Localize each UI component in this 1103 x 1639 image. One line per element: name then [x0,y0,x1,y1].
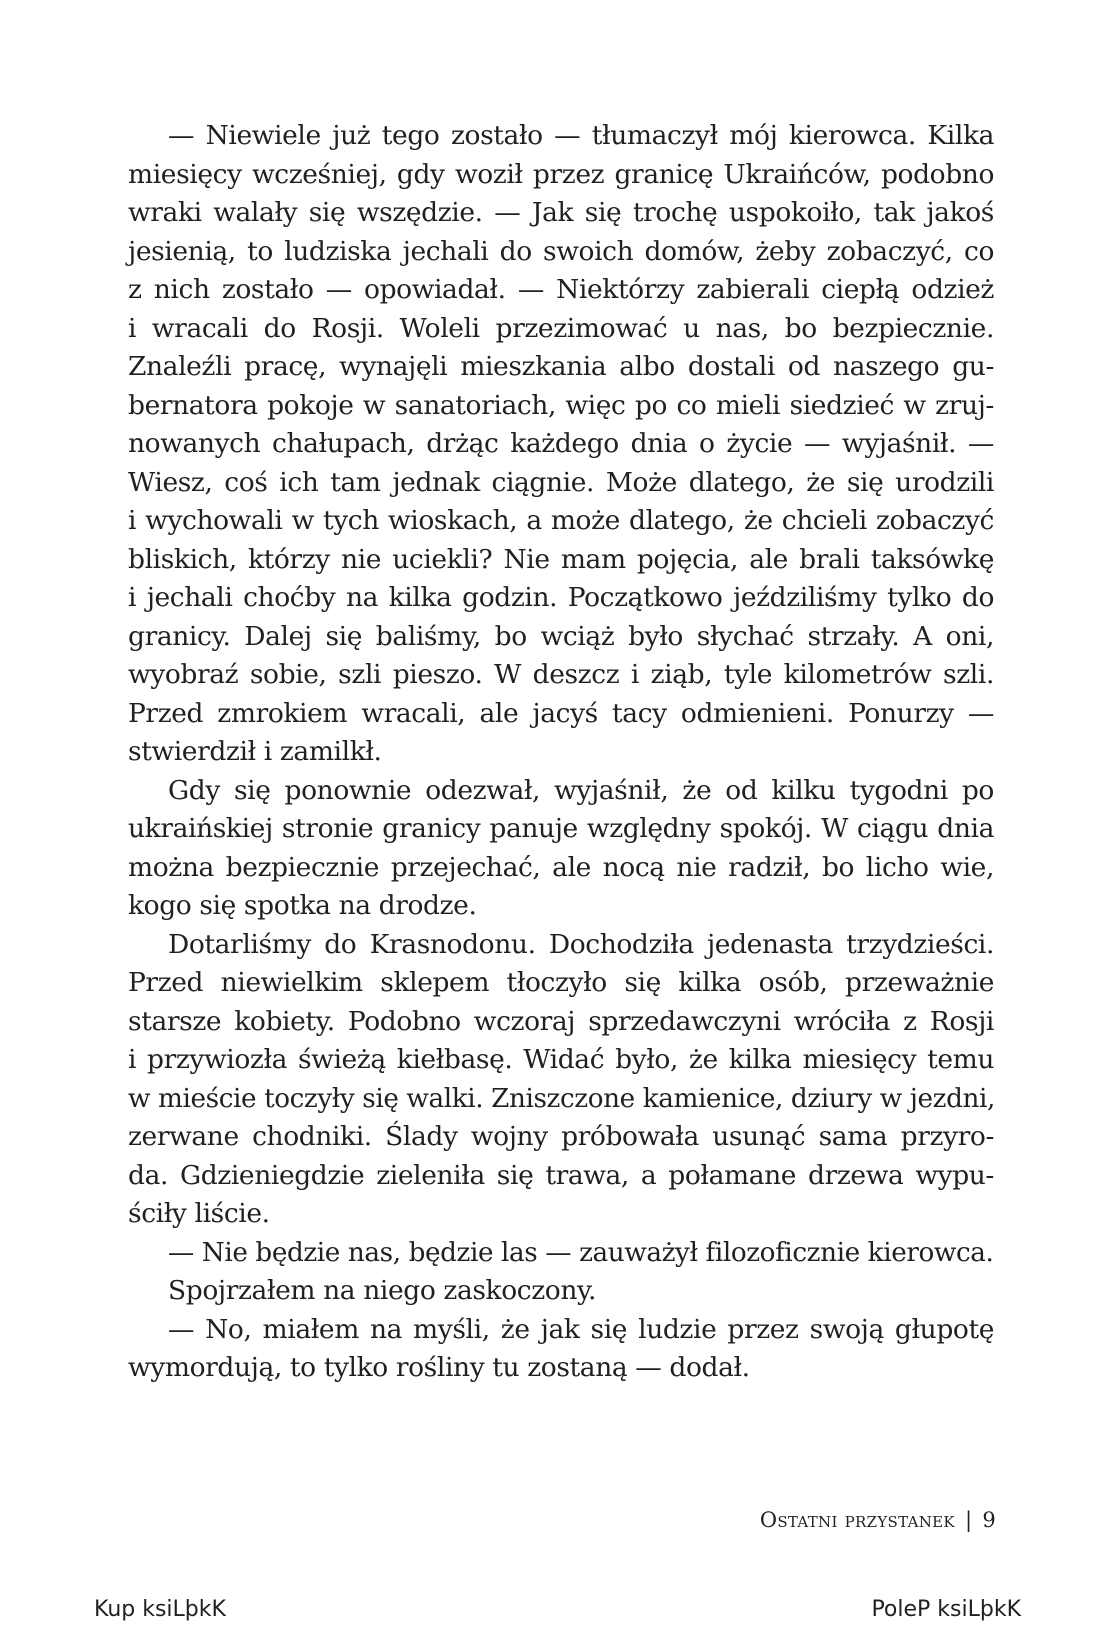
text-line: starsze kobiety. Podobno wczoraj sprzedawczyni wróciła z Rosji [128,1005,994,1037]
text-line: i jechali choćby na kilka godzin. Początkowo jeździliśmy tylko do [128,582,994,613]
recommend-book-link[interactable]: PoleP ksiLþkK [871,1597,1021,1622]
text-line: bliskich, którzy nie uciekli? Nie mam pojęcia, ale brali taksówkę [128,543,994,575]
text-line: jesienią, to ludziska jechali do swoich domów, żeby zobaczyć, co [128,235,994,267]
text-line: i przywiozła świeżą kiełbasę. Widać było, że kilka miesięcy temu [128,1044,994,1075]
text-line: da. Gdzieniegdzie zieleniła się trawa, a połamane drzewa wypu- [128,1159,994,1191]
text-line: Dotarliśmy do Krasnodonu. Dochodziła jedenasta trzydzieści. [168,928,994,960]
body-text [128,117,994,1388]
text-line: kogo się spotka na drodze. [128,890,477,921]
text-line: nowanych chałupach, drżąc każdego dnia o życie — wyjaśnił. — [128,428,994,459]
text-line: wraki walały się wszędzie. — Jak się trochę uspokoiło, tak jakoś [128,197,994,228]
text-line: i wracali do Rosji. Woleli przezimować u nas, bo bezpiecznie. [128,312,994,344]
text-line: Spojrzałem na niego zaskoczony. [168,1275,597,1306]
text-line: granicy. Dalej się baliśmy, bo wciąż było słychać strzały. A oni, [128,620,994,652]
text-line: bernatora pokoje w sanatoriach, więc po co mieli siedzieć w zruj- [128,389,994,421]
text-line: można bezpiecznie przejechać, ale nocą nie radził, bo licho wie, [128,851,994,883]
text-line: Przed niewielkim sklepem tłoczyło się kilka osób, przeważnie [128,967,994,998]
text-line: stwierdził i zamilkł. [128,736,382,767]
text-line: i wychowali w tych wioskach, a może dlatego, że chcieli zobaczyć [128,505,994,536]
running-title: Ostatni przystanek [759,1508,955,1532]
text-line: zerwane chodniki. Ślady wojny próbowała usunąć sama przyro- [128,1121,994,1152]
text-line: Znaleźli pracę, wynajęli mieszkania albo dostali od naszego gu- [128,351,994,382]
running-footer [760,1508,996,1532]
text-line: ukraińskiej stronie granicy panuje względny spokój. W ciągu dnia [128,813,994,844]
page-number: 9 [982,1508,996,1532]
text-line: w mieście toczyły się walki. Zniszczone kamienice, dziury w jezdni, [128,1083,995,1114]
buy-book-link[interactable]: Kup ksiLþkK [94,1597,226,1622]
text-line: z nich zostało — opowiadał. — Niektórzy zabierali ciepłą odzież [128,274,994,305]
text-line: — Niewiele już tego zostało — tłumaczył mój kierowca. Kilka [168,120,994,151]
text-line: miesięcy wcześniej, gdy woził przez granicę Ukraińców, podobno [128,158,994,190]
text-line: wyobraź sobie, szli pieszo. W deszcz i ziąb, tyle kilometrów szli. [128,659,994,690]
text-line: — Nie będzie nas, będzie las — zauważył filozoficznie kierowca. [168,1237,994,1268]
footer-separator: | [964,1508,973,1532]
text-line: Gdy się ponownie odezwał, wyjaśnił, że od kilku tygodni po [168,774,994,806]
text-line: ściły liście. [128,1198,270,1229]
text-line: — No, miałem na myśli, że jak się ludzie przez swoją głupotę [168,1313,994,1345]
text-line: Przed zmrokiem wracali, ale jacyś tacy odmienieni. Ponurzy — [128,697,994,729]
text-line: wymordują, to tylko rośliny tu zostaną — dodał. [128,1352,750,1383]
text-line: Wiesz, coś ich tam jednak ciągnie. Może dlatego, że się urodzili [128,466,994,498]
